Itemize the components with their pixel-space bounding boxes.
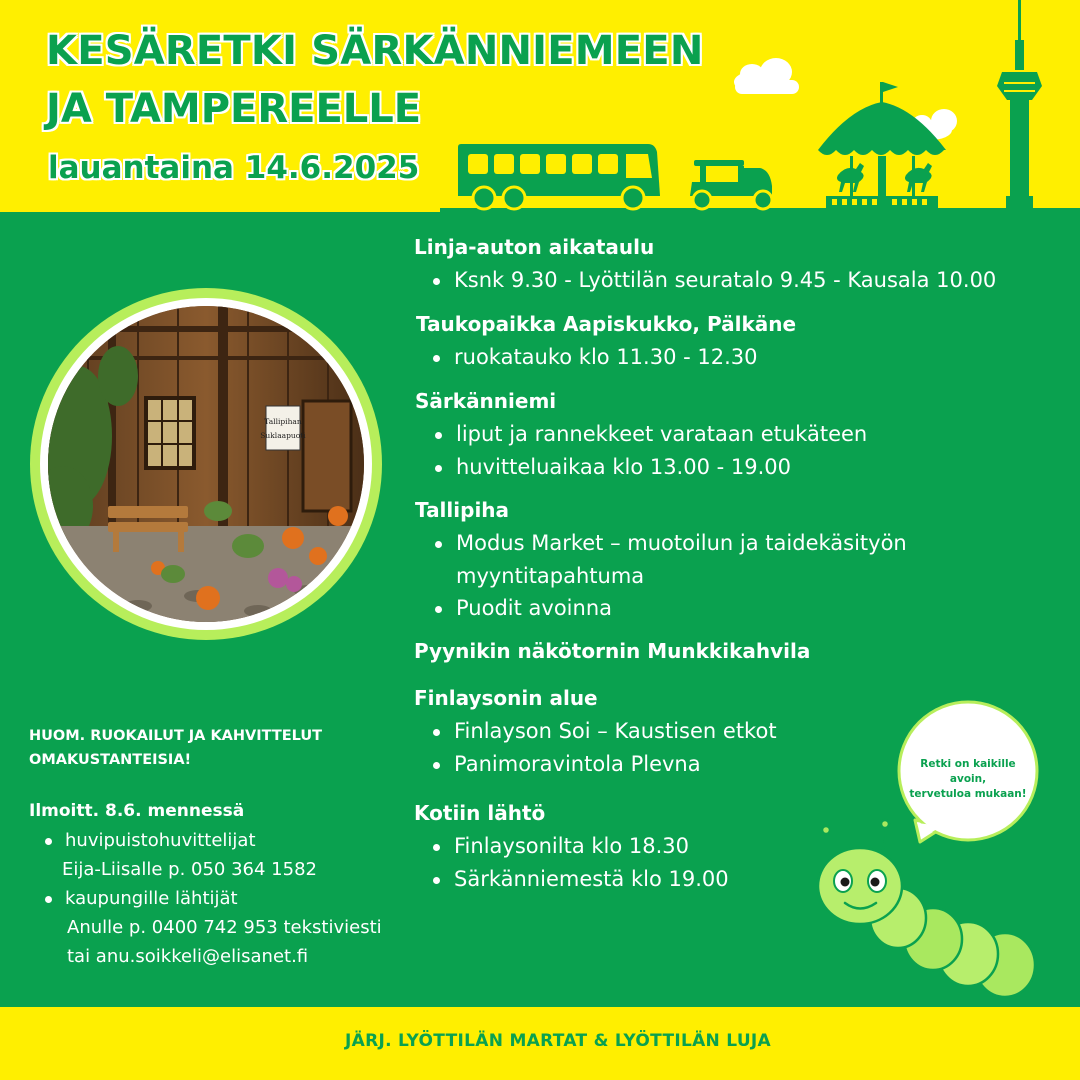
- section-title: Taukopaikka Aapiskukko, Pälkäne: [416, 312, 797, 336]
- shop-sign-line-2: Suklaapuoti: [260, 431, 306, 440]
- contact-bullet: kaupungille lähtijät: [29, 884, 382, 913]
- notice-line: HUOM. RUOKAILUT JA KAHVITTELUT: [29, 728, 323, 744]
- contact-detail: Anulle p. 0400 742 953 tekstiviesti: [67, 917, 382, 938]
- tallipiha-photo-frame: [30, 288, 382, 640]
- section-title: Kotiin lähtö: [414, 801, 546, 825]
- bubble-line: tervetuloa mukaan!: [909, 788, 1027, 800]
- vintage-car-icon: [690, 160, 772, 209]
- bus-icon: [458, 144, 660, 209]
- section-title: Finlaysonin alue: [414, 686, 598, 710]
- section-title: Tallipiha: [415, 498, 510, 522]
- speech-bubble-text: [904, 757, 1032, 802]
- event-date: lauantaina 14.6.2025: [48, 150, 420, 186]
- section-title: Pyynikin näkötornin Munkkikahvila: [414, 639, 811, 663]
- section-break-stop: [416, 309, 1066, 374]
- skyline-illustration: [440, 0, 1080, 214]
- carousel-icon: [818, 82, 946, 208]
- list-item: Finlaysonilta klo 18.30: [454, 830, 1064, 863]
- meals-notice: [29, 724, 389, 772]
- section-pyynikki: [414, 636, 1064, 666]
- list-item: Finlayson Soi – Kaustisen etkot: [454, 715, 1064, 748]
- bubble-line: Retki on kaikille avoin,: [920, 758, 1016, 785]
- registration-contacts: [29, 826, 382, 971]
- tallipiha-photo: [48, 306, 364, 622]
- section-bus-schedule: [414, 232, 1064, 297]
- title-line-2: JA TAMPEREELLE: [46, 86, 422, 132]
- list-item: Puodit avoinna: [456, 592, 975, 625]
- section-sarkanniemi: [415, 386, 1065, 483]
- list-item: ruokatauko klo 11.30 - 12.30: [454, 341, 1066, 374]
- section-tallipiha: [415, 495, 975, 625]
- list-item: Särkänniemestä klo 19.00: [454, 863, 1064, 896]
- contact-detail: Eija-Liisalle p. 050 364 1582: [62, 859, 317, 880]
- organizers-footer: JÄRJ. LYÖTTILÄN MARTAT & LYÖTTILÄN LUJA: [344, 1031, 772, 1051]
- contact-detail: tai anu.soikkeli@elisanet.fi: [67, 946, 309, 967]
- list-item: liput ja rannekkeet varataan etukäteen: [456, 418, 1065, 451]
- list-item: Panimoravintola Plevna: [454, 748, 1064, 781]
- section-title: Linja-auton aikataulu: [414, 235, 655, 259]
- cloud-icon: [734, 58, 799, 94]
- caterpillar-illustration: [800, 700, 1080, 1010]
- tower-icon: [997, 0, 1042, 212]
- title-line-1: KESÄRETKI SÄRKÄNNIEMEEN: [46, 28, 704, 74]
- list-item: huvitteluaikaa klo 13.00 - 19.00: [456, 451, 1065, 484]
- notice-line: OMAKUSTANTEISIA!: [29, 752, 192, 768]
- contact-bullet: huvipuistohuvittelijat: [29, 826, 382, 855]
- section-title: Särkänniemi: [415, 389, 557, 413]
- caterpillar-body: [818, 820, 1035, 997]
- list-item: Modus Market – muotoilun ja taidekäsityön myyntitapahtuma: [456, 527, 975, 592]
- registration-title: Ilmoitt. 8.6. mennessä: [29, 801, 245, 821]
- list-item: Ksnk 9.30 - Lyöttilän seuratalo 9.45 - Kausala 10.00: [454, 264, 1064, 297]
- shop-sign-line-1: Tallipihan: [264, 417, 302, 426]
